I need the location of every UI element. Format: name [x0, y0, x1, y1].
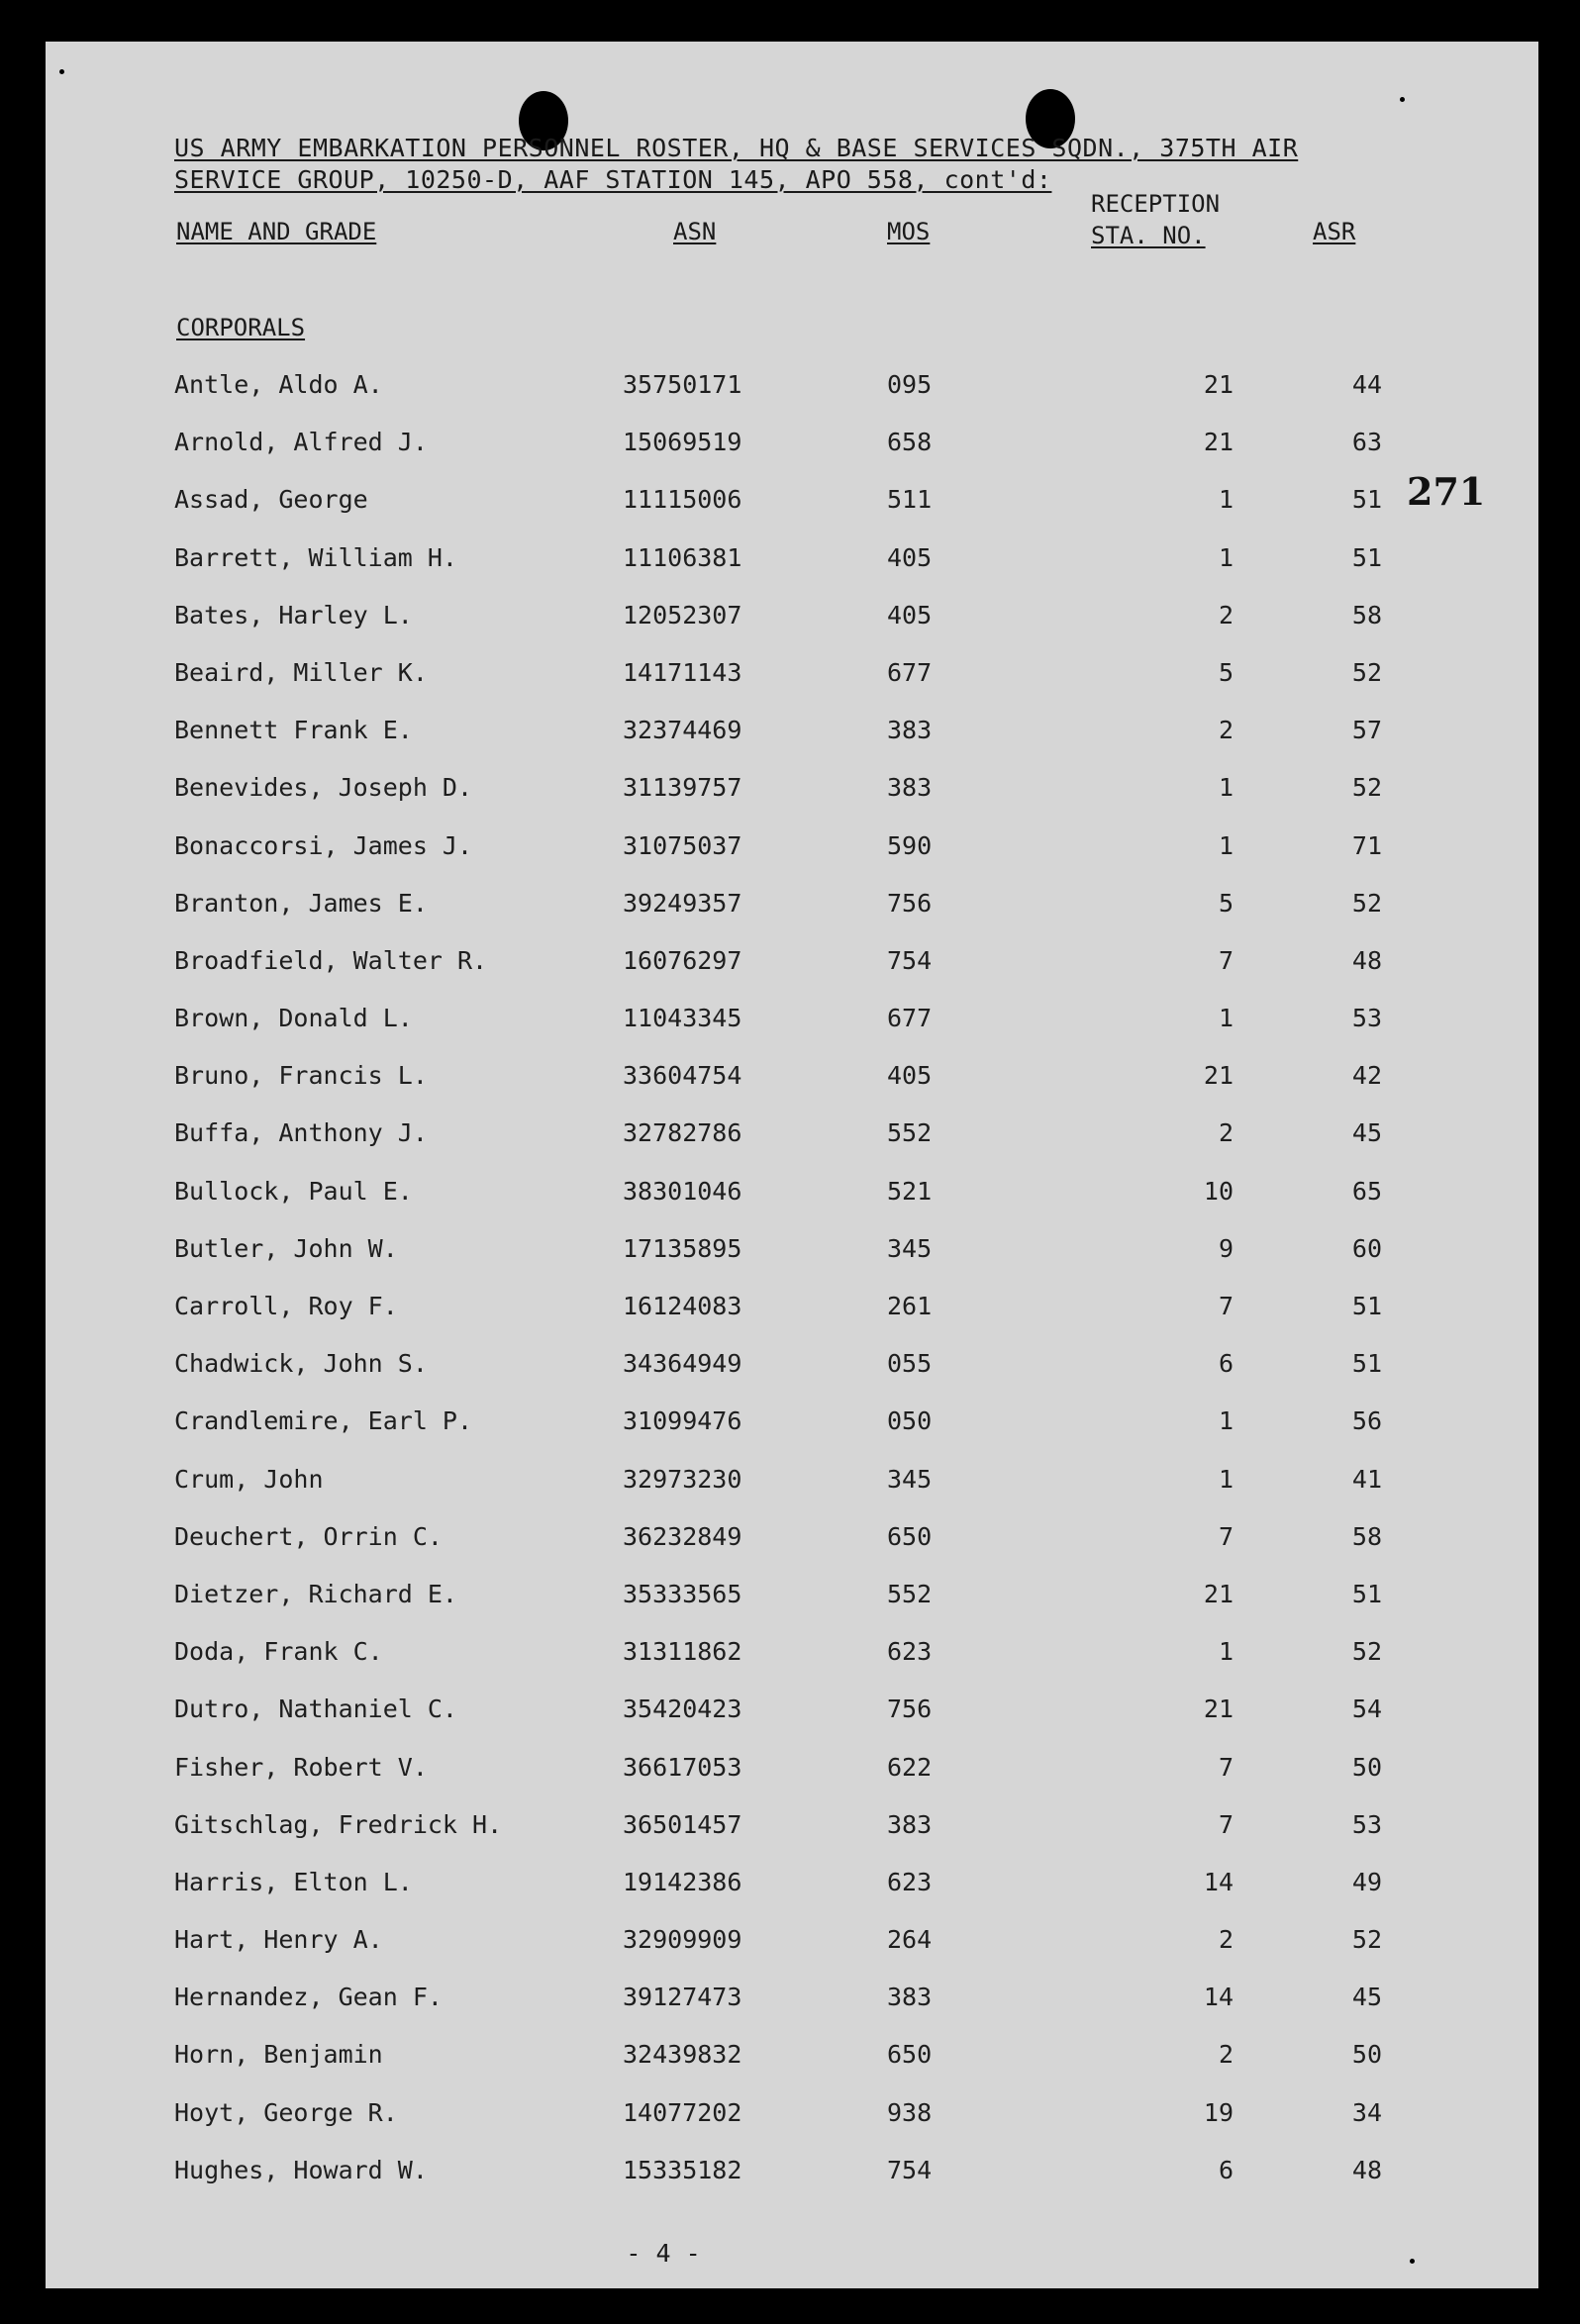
- table-row: [46, 1850, 1538, 1907]
- cell-mos: 261: [887, 1292, 933, 1320]
- cell-asn: 39127473: [623, 1983, 742, 2012]
- table-row: [46, 755, 1538, 813]
- cell-mos: 383: [887, 1983, 933, 2012]
- cell-name: Crandlemire, Earl P.: [174, 1406, 473, 1436]
- table-row: [46, 2022, 1538, 2080]
- cell-asn: 31139757: [623, 773, 742, 803]
- cell-asn: 16076297: [623, 945, 742, 975]
- cell-reception-station: 21: [1203, 370, 1234, 399]
- table-row: [46, 1504, 1538, 1562]
- table-row: [46, 2081, 1538, 2138]
- cell-reception-station: 14: [1203, 1983, 1234, 2012]
- cell-mos: 650: [887, 2040, 933, 2070]
- cell-asn: 39249357: [623, 888, 742, 918]
- cell-asr: 41: [1351, 1464, 1382, 1494]
- cell-name: Hughes, Howard W.: [174, 2155, 428, 2184]
- cell-reception-station: 21: [1203, 1579, 1234, 1608]
- cell-mos: 345: [887, 1233, 933, 1263]
- cell-reception-station: 1: [1218, 1004, 1234, 1033]
- speck: [1400, 97, 1405, 102]
- document-page: [46, 42, 1538, 2288]
- cell-name: Bates, Harley L.: [174, 600, 413, 629]
- cell-reception-station: 9: [1218, 1233, 1234, 1263]
- cell-mos: 756: [887, 1695, 933, 1724]
- cell-asn: 16124083: [623, 1292, 742, 1320]
- cell-mos: 623: [887, 1637, 933, 1667]
- cell-name: Bruno, Francis L.: [174, 1061, 428, 1091]
- cell-reception-station: 6: [1218, 2155, 1234, 2184]
- cell-asn: 14077202: [623, 2097, 742, 2127]
- cell-reception-station: 1: [1218, 1464, 1234, 1494]
- cell-asr: 58: [1351, 1521, 1382, 1551]
- cell-reception-station: 2: [1218, 600, 1234, 629]
- table-row: [46, 2138, 1538, 2195]
- cell-asr: 44: [1351, 370, 1382, 399]
- cell-mos: 095: [887, 370, 933, 399]
- cell-mos: 756: [887, 888, 933, 918]
- cell-asn: 31075037: [623, 830, 742, 860]
- cell-asn: 19142386: [623, 1867, 742, 1896]
- cell-asr: 58: [1351, 600, 1382, 629]
- table-row: [46, 1965, 1538, 2022]
- speck: [59, 69, 64, 74]
- cell-mos: 383: [887, 1809, 933, 1839]
- cell-asr: 45: [1351, 1118, 1382, 1148]
- cell-asn: 11043345: [623, 1004, 742, 1033]
- table-row: [46, 1043, 1538, 1101]
- cell-reception-station: 1: [1218, 485, 1234, 515]
- cell-reception-station: 7: [1218, 945, 1234, 975]
- cell-asr: 56: [1351, 1406, 1382, 1436]
- cell-reception-station: 19: [1203, 2097, 1234, 2127]
- cell-asr: 48: [1351, 945, 1382, 975]
- cell-mos: 754: [887, 945, 933, 975]
- table-row: [46, 814, 1538, 871]
- cell-name: Crum, John: [174, 1464, 324, 1494]
- table-row: [46, 698, 1538, 755]
- table-row: [46, 986, 1538, 1043]
- cell-reception-station: 7: [1218, 1809, 1234, 1839]
- cell-name: Arnold, Alfred J.: [174, 428, 428, 457]
- cell-asn: 35333565: [623, 1579, 742, 1608]
- cell-mos: 623: [887, 1867, 933, 1896]
- cell-asn: 17135895: [623, 1233, 742, 1263]
- cell-asr: 71: [1351, 830, 1382, 860]
- cell-name: Horn, Benjamin: [174, 2040, 383, 2070]
- cell-reception-station: 7: [1218, 1292, 1234, 1320]
- column-header-reception-bottom: STA. NO.: [1091, 222, 1206, 249]
- cell-asn: 12052307: [623, 600, 742, 629]
- cell-asn: 36501457: [623, 1809, 742, 1839]
- cell-reception-station: 7: [1218, 1752, 1234, 1782]
- table-row: [46, 1677, 1538, 1734]
- cell-asr: 52: [1351, 773, 1382, 803]
- table-row: [46, 1389, 1538, 1446]
- cell-mos: 055: [887, 1349, 933, 1379]
- cell-reception-station: 21: [1203, 1695, 1234, 1724]
- cell-name: Buffa, Anthony J.: [174, 1118, 428, 1148]
- cell-asn: 31311862: [623, 1637, 742, 1667]
- cell-asn: 38301046: [623, 1176, 742, 1206]
- table-row: [46, 1735, 1538, 1792]
- cell-mos: 511: [887, 485, 933, 515]
- page-stamp-number: 271: [1407, 469, 1486, 514]
- cell-name: Barrett, William H.: [174, 542, 457, 572]
- cell-asn: 35750171: [623, 370, 742, 399]
- cell-asr: 63: [1351, 428, 1382, 457]
- cell-name: Hart, Henry A.: [174, 1925, 383, 1955]
- table-row: [46, 871, 1538, 928]
- table-row: [46, 1331, 1538, 1389]
- cell-asr: 52: [1351, 1637, 1382, 1667]
- cell-mos: 677: [887, 1004, 933, 1033]
- table-row: [46, 526, 1538, 583]
- header-line-2: SERVICE GROUP, 10250-D, AAF STATION 145, APO 558, cont'd:: [174, 165, 1052, 194]
- table-row: [46, 640, 1538, 698]
- table-row: [46, 1562, 1538, 1619]
- cell-asn: 36617053: [623, 1752, 742, 1782]
- cell-reception-station: 1: [1218, 830, 1234, 860]
- cell-name: Brown, Donald L.: [174, 1004, 413, 1033]
- cell-name: Bonaccorsi, James J.: [174, 830, 473, 860]
- cell-reception-station: 6: [1218, 1349, 1234, 1379]
- cell-name: Bullock, Paul E.: [174, 1176, 413, 1206]
- cell-mos: 521: [887, 1176, 933, 1206]
- cell-reception-station: 21: [1203, 428, 1234, 457]
- cell-mos: 622: [887, 1752, 933, 1782]
- cell-mos: 658: [887, 428, 933, 457]
- table-row: [46, 1907, 1538, 1965]
- cell-asr: 51: [1351, 1579, 1382, 1608]
- table-row: [46, 1619, 1538, 1677]
- cell-name: Harris, Elton L.: [174, 1867, 413, 1896]
- table-row: [46, 352, 1538, 410]
- cell-asn: 11115006: [623, 485, 742, 515]
- cell-mos: 405: [887, 542, 933, 572]
- cell-asn: 11106381: [623, 542, 742, 572]
- header-line-1: US ARMY EMBARKATION PERSONNEL ROSTER, HQ & BASE SERVICES SQDN., 375TH AIR: [174, 134, 1299, 162]
- cell-asr: 52: [1351, 888, 1382, 918]
- column-header-asn: ASN: [673, 218, 717, 245]
- cell-mos: 650: [887, 1521, 933, 1551]
- column-header-mos: MOS: [887, 218, 931, 245]
- cell-mos: 383: [887, 716, 933, 745]
- cell-asn: 32909909: [623, 1925, 742, 1955]
- cell-mos: 383: [887, 773, 933, 803]
- speck: [1410, 2259, 1415, 2264]
- cell-asr: 60: [1351, 1233, 1382, 1263]
- table-row: [46, 1101, 1538, 1158]
- cell-asr: 52: [1351, 657, 1382, 687]
- cell-name: Assad, George: [174, 485, 368, 515]
- cell-name: Fisher, Robert V.: [174, 1752, 428, 1782]
- cell-asn: 33604754: [623, 1061, 742, 1091]
- cell-reception-station: 5: [1218, 657, 1234, 687]
- table-row: [46, 1792, 1538, 1850]
- cell-asr: 54: [1351, 1695, 1382, 1724]
- cell-asn: 32439832: [623, 2040, 742, 2070]
- cell-name: Doda, Frank C.: [174, 1637, 383, 1667]
- cell-mos: 405: [887, 600, 933, 629]
- cell-asn: 14171143: [623, 657, 742, 687]
- column-header-reception-top: RECEPTION: [1091, 190, 1221, 218]
- cell-asn: 32782786: [623, 1118, 742, 1148]
- cell-mos: 552: [887, 1579, 933, 1608]
- cell-reception-station: 7: [1218, 1521, 1234, 1551]
- document-header: [174, 133, 1362, 196]
- cell-reception-station: 10: [1203, 1176, 1234, 1206]
- page-number: - 4 -: [626, 2239, 701, 2268]
- cell-asn: 34364949: [623, 1349, 742, 1379]
- cell-reception-station: 2: [1218, 2040, 1234, 2070]
- cell-name: Carroll, Roy F.: [174, 1292, 398, 1320]
- table-row: [46, 1159, 1538, 1216]
- table-row: [46, 1447, 1538, 1504]
- cell-mos: 677: [887, 657, 933, 687]
- cell-mos: 050: [887, 1406, 933, 1436]
- cell-asr: 51: [1351, 542, 1382, 572]
- column-header-asr: ASR: [1313, 218, 1356, 245]
- table-row: [46, 928, 1538, 986]
- cell-reception-station: 1: [1218, 1637, 1234, 1667]
- cell-asr: 42: [1351, 1061, 1382, 1091]
- cell-asn: 32374469: [623, 716, 742, 745]
- cell-asr: 51: [1351, 1292, 1382, 1320]
- table-row: [46, 1274, 1538, 1331]
- cell-asr: 50: [1351, 1752, 1382, 1782]
- cell-asn: 35420423: [623, 1695, 742, 1724]
- cell-reception-station: 1: [1218, 542, 1234, 572]
- roster-table: [46, 352, 1538, 2195]
- cell-reception-station: 1: [1218, 1406, 1234, 1436]
- cell-name: Beaird, Miller K.: [174, 657, 428, 687]
- table-row: [46, 583, 1538, 640]
- table-row: [46, 1216, 1538, 1274]
- cell-reception-station: 21: [1203, 1061, 1234, 1091]
- cell-asr: 48: [1351, 2155, 1382, 2184]
- cell-reception-station: 2: [1218, 716, 1234, 745]
- cell-asr: 50: [1351, 2040, 1382, 2070]
- cell-reception-station: 14: [1203, 1867, 1234, 1896]
- cell-name: Dutro, Nathaniel C.: [174, 1695, 457, 1724]
- cell-name: Chadwick, John S.: [174, 1349, 428, 1379]
- cell-name: Butler, John W.: [174, 1233, 398, 1263]
- cell-name: Broadfield, Walter R.: [174, 945, 488, 975]
- cell-mos: 754: [887, 2155, 933, 2184]
- cell-reception-station: 2: [1218, 1118, 1234, 1148]
- cell-asr: 51: [1351, 1349, 1382, 1379]
- cell-asr: 34: [1351, 2097, 1382, 2127]
- cell-name: Dietzer, Richard E.: [174, 1579, 457, 1608]
- cell-asr: 52: [1351, 1925, 1382, 1955]
- cell-asr: 53: [1351, 1809, 1382, 1839]
- cell-asn: 15335182: [623, 2155, 742, 2184]
- cell-mos: 938: [887, 2097, 933, 2127]
- cell-name: Bennett Frank E.: [174, 716, 413, 745]
- cell-name: Hernandez, Gean F.: [174, 1983, 443, 2012]
- table-row: [46, 410, 1538, 467]
- cell-name: Hoyt, George R.: [174, 2097, 398, 2127]
- column-header-reception: [1091, 188, 1220, 251]
- cell-asn: 15069519: [623, 428, 742, 457]
- cell-asn: 32973230: [623, 1464, 742, 1494]
- cell-asr: 57: [1351, 716, 1382, 745]
- cell-name: Gitschlag, Fredrick H.: [174, 1809, 503, 1839]
- cell-reception-station: 5: [1218, 888, 1234, 918]
- cell-asr: 49: [1351, 1867, 1382, 1896]
- cell-name: Deuchert, Orrin C.: [174, 1521, 443, 1551]
- cell-asr: 65: [1351, 1176, 1382, 1206]
- cell-asr: 45: [1351, 1983, 1382, 2012]
- cell-mos: 552: [887, 1118, 933, 1148]
- cell-name: Branton, James E.: [174, 888, 428, 918]
- cell-reception-station: 2: [1218, 1925, 1234, 1955]
- cell-reception-station: 1: [1218, 773, 1234, 803]
- cell-mos: 590: [887, 830, 933, 860]
- cell-asr: 51: [1351, 485, 1382, 515]
- cell-mos: 264: [887, 1925, 933, 1955]
- cell-asn: 31099476: [623, 1406, 742, 1436]
- section-heading: CORPORALS: [176, 314, 306, 341]
- cell-mos: 405: [887, 1061, 933, 1091]
- cell-name: Benevides, Joseph D.: [174, 773, 473, 803]
- column-header-name: NAME AND GRADE: [176, 218, 377, 245]
- cell-asr: 53: [1351, 1004, 1382, 1033]
- cell-mos: 345: [887, 1464, 933, 1494]
- cell-asn: 36232849: [623, 1521, 742, 1551]
- cell-name: Antle, Aldo A.: [174, 370, 383, 399]
- table-row: [46, 467, 1538, 525]
